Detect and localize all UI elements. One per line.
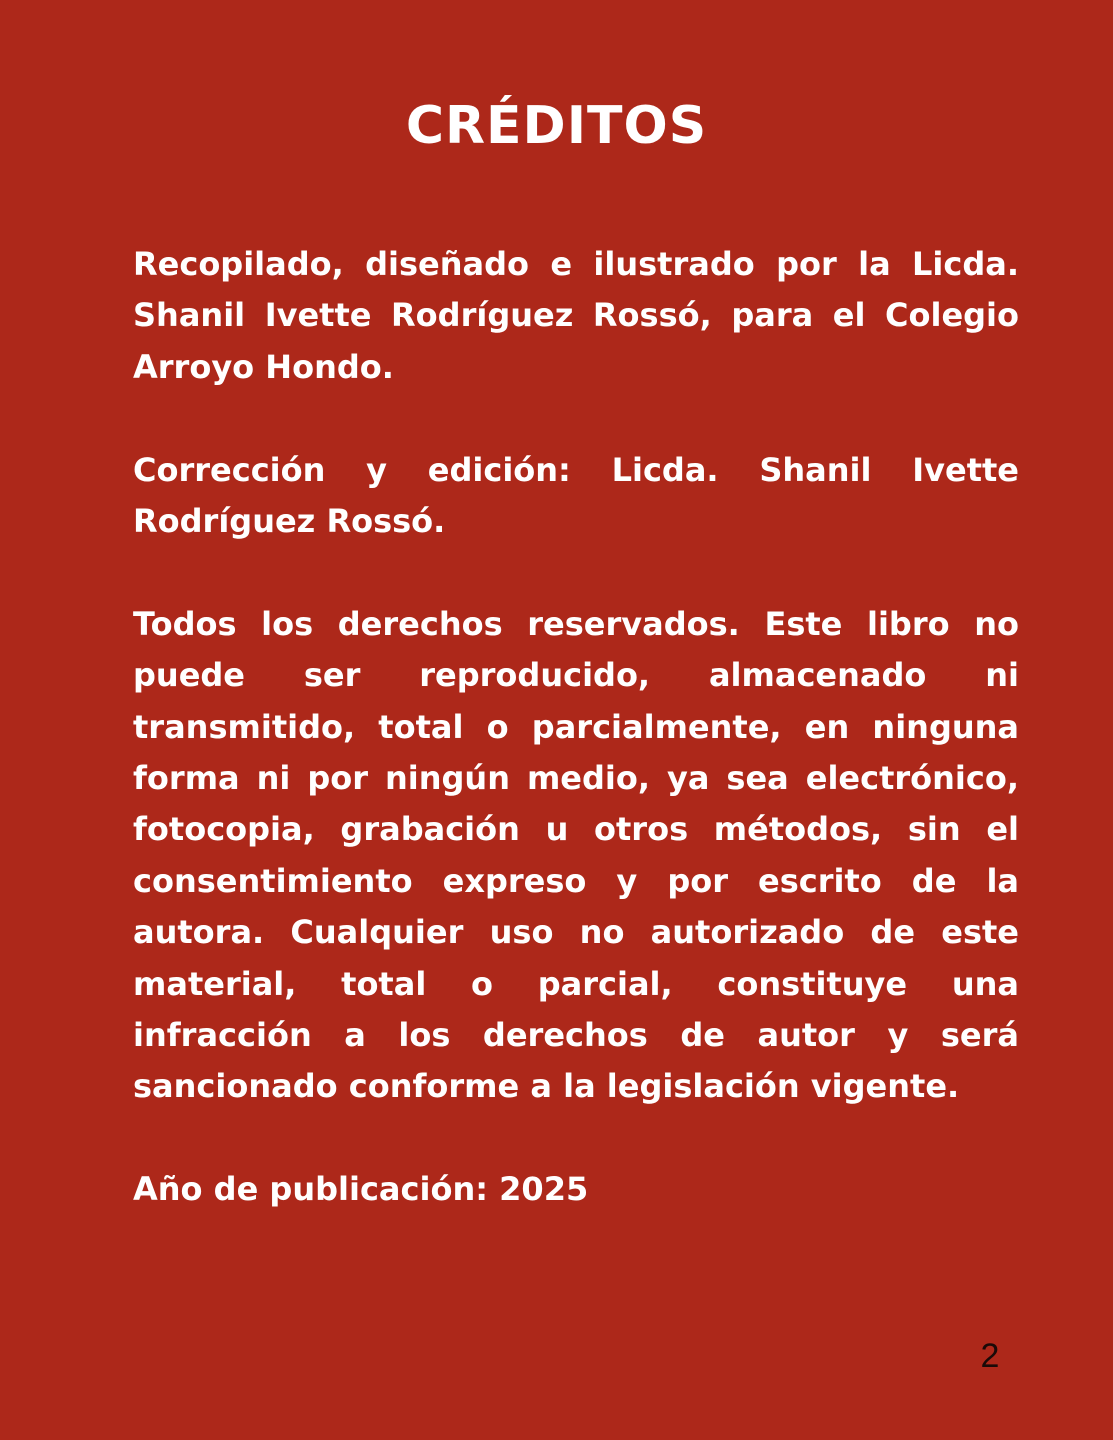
credits-paragraph-editing: Corrección y edición: Licda. Shanil Ivette Rodríguez Rossó. bbox=[133, 450, 1019, 541]
credits-paragraph-year: Año de publicación: 2025 bbox=[133, 1170, 589, 1209]
page-number: 2 bbox=[980, 1337, 1000, 1375]
credits-paragraph-authorship: Recopilado, diseñado e ilustrado por la Licda. Shanil Ivette Rodríguez Rossó, para el Colegio Arroyo Hondo. bbox=[133, 245, 1019, 386]
page-title: CRÉDITOS bbox=[405, 96, 708, 156]
credits-paragraph-rights: Todos los derechos reservados. Este libro no puede ser reproducido, almacenado ni transmitido, total o parcialmente, en ninguna forma ni por ningún medio, ya sea electrónico, fotocopia, grabación u otros métodos, sin el consentimiento expreso y por escrito de la autora. Cualquier uso no autorizado de este material, total o parcial, constituye una infracción a los derechos de autor y será sancionado conforme a la legislación vigente. bbox=[133, 604, 1019, 1106]
credits-body bbox=[133, 239, 1019, 1267]
